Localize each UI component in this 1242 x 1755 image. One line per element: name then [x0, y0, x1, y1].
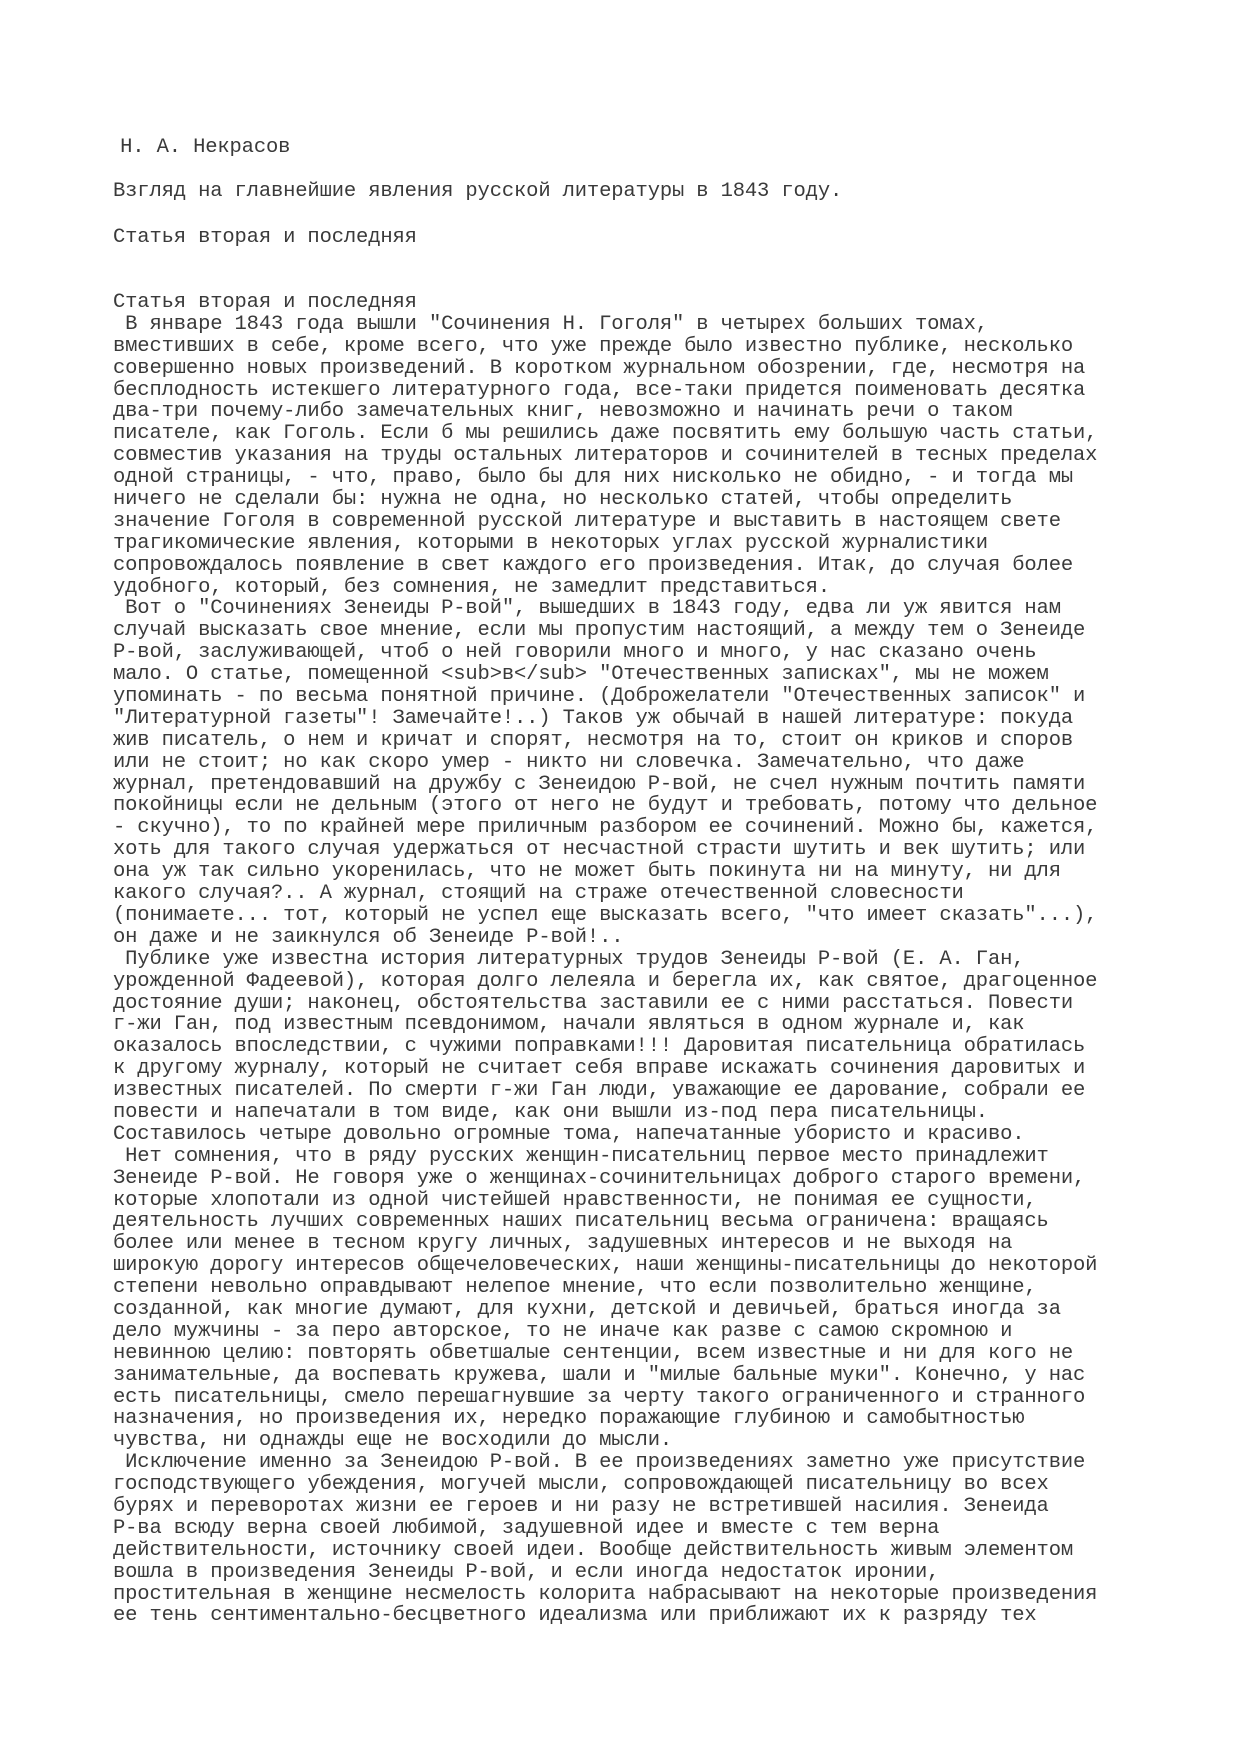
text-line: жив писатель, о нем и кричат и спорят, несмотря на то, стоит он криков и споров — [113, 728, 1074, 752]
text-line: - скучно), то по крайней мере приличным разбором ее сочинений. Можно бы, кажется, — [113, 816, 1098, 840]
text-line: повести и напечатали в том виде, как они вышли из-под пера писательницы. — [113, 1100, 988, 1124]
text-line: ничего не сделали бы: нужна не одна, но несколько статей, чтобы определить — [113, 488, 1013, 512]
text-line: два-три почему-либо замечательных книг, невозможно и начинать речи о таком — [113, 400, 1013, 424]
text-line: степени невольно оправдывают нелепое мнение, что если позволительно женщине, — [113, 1276, 1037, 1300]
text-line: журнал, претендовавший на дружбу с Зенеидою Р-вой, не счел нужным почтить памяти — [113, 772, 1086, 796]
text-line: удобного, который, без сомнения, не замедлит представиться. — [113, 575, 830, 599]
text-line: мало. О статье, помещенной <sub>в</sub> "Отечественных записках", мы не можем — [113, 663, 1049, 687]
text-line: назначения, но произведения их, нередко поражающие глубиною и самобытностью — [113, 1407, 1025, 1431]
text-line: случай высказать свое мнение, если мы пропустим настоящий, а между тем о Зенеиде — [113, 619, 1086, 643]
text-line: деятельность лучших современных наших писательниц весьма ограничена: вращаясь — [113, 1210, 1049, 1234]
text-line: писателе, как Гоголь. Если б мы решились даже посвятить ему большую часть статьи, — [113, 422, 1098, 446]
text-line: трагикомические явления, которыми в некоторых углах русской журналистики — [113, 531, 988, 555]
text-line: Исключение именно за Зенеидою Р-вой. В ее произведениях заметно уже присутствие — [113, 1451, 1086, 1475]
text-line: совместив указания на труды остальных литераторов и сочинителей в тесных пределах — [113, 444, 1098, 468]
text-line: сопровождалось появление в свет каждого его произведения. Итак, до случая более — [113, 553, 1074, 577]
text-line: упоминать - по весьма понятной причине. (Доброжелатели "Отечественных записок" и — [113, 685, 1086, 709]
text-line: Зенеиде Р-вой. Не говоря уже о женщинах-сочинительницах доброго старого времени, — [113, 1166, 1086, 1190]
text-line: одной страницы, - что, право, было бы для них нисколько не обидно, - и тогда мы — [113, 466, 1074, 490]
text-line: дело мужчины - за перо авторское, то не иначе как разве с самою скромною и — [113, 1319, 1013, 1343]
text-line: чувства, ни однажды еще не восходили до мысли. — [113, 1429, 672, 1453]
document-title: Взгляд на главнейшие явления русской литературы в 1843 году. — [113, 180, 843, 203]
text-line: г-жи Ган, под известным псевдонимом, начали являться в одном журнале и, как — [113, 1013, 1025, 1037]
text-line: значение Гоголя в современной русской литературе и выставить в настоящем свете — [113, 509, 1061, 533]
text-line: какого случая?.. А журнал, стоящий на страже отечественной словесности — [113, 882, 964, 906]
text-line: более или менее в тесном кругу личных, задушевных интересов и не выходя на — [113, 1232, 1013, 1256]
text-line: занимательные, да воспевать кружева, шали и "милые бальные муки". Конечно, у нас — [113, 1363, 1086, 1387]
text-line: достояние души; наконец, обстоятельства заставили ее с ними расстаться. Повести — [113, 991, 1074, 1015]
text-line: вошла в произведения Зенеиды Р-вой, и если иногда недостаток иронии, — [113, 1560, 940, 1584]
text-line: к другому журналу, который не считает себя вправе искажать сочинения даровитых и — [113, 1057, 1086, 1081]
text-line: покойницы если не дельным (этого от него не будут и требовать, потому что дельное — [113, 794, 1098, 818]
text-line: Нет сомнения, что в ряду русских женщин-писательниц первое место принадлежит — [113, 1144, 1049, 1168]
text-line: широкую дорогу интересов общечеловеческих, наши женщины-писательницы до некоторой — [113, 1254, 1098, 1278]
text-line: господствующего убеждения, могучей мысли, сопровождающей писательницу во всех — [113, 1473, 1049, 1497]
text-line: Составилось четыре довольно огромные тома, напечатанные убористо и красиво. — [113, 1122, 1025, 1146]
text-line: невинною целию: повторять обветшалые сентенции, всем известные и ни для кого не — [113, 1341, 1074, 1365]
text-line: В январе 1843 года вышли "Сочинения Н. Гоголя" в четырех больших томах, — [113, 312, 988, 336]
text-line: хоть для такого случая удержаться от несчастной страсти шутить и век шутить; или — [113, 838, 1086, 862]
document-subtitle: Статья вторая и последняя — [113, 226, 417, 249]
text-line: совершенно новых произведений. В коротком журнальном обозрении, где, несмотря на — [113, 356, 1086, 380]
text-line: (понимаете... тот, который не успел еще высказать всего, "что имеет сказать"...), — [113, 903, 1098, 927]
text-line: Р-ва всюду верна своей любимой, задушевной идее и вместе с тем верна — [113, 1516, 940, 1540]
text-line: простительная в женщине несмелость колорита набрасывают на некоторые произведения — [113, 1582, 1098, 1606]
text-line: "Литературной газеты"! Замечайте!..) Таков уж обычай в нашей литературе: покуда — [113, 706, 1074, 730]
text-line: Вот о "Сочинениях Зенеиды Р-вой", вышедших в 1843 году, едва ли уж явится нам — [113, 597, 1061, 621]
author-name: Н. А. Некрасов — [108, 136, 291, 159]
text-line: Публике уже известна история литературных трудов Зенеиды Р-вой (Е. А. Ган, — [113, 947, 1025, 971]
text-line: Статья вторая и последняя — [113, 291, 417, 314]
text-line: урожденной Фадеевой), которая долго лелеяла и берегла их, как святое, драгоценное — [113, 969, 1098, 993]
text-line: действительности, источнику своей идеи. Вообще действительность живым элементом — [113, 1538, 1074, 1562]
text-line: оказалось впоследствии, с чужими поправками!!! Даровитая писательница обратилась — [113, 1035, 1086, 1059]
text-line: вместивших в себе, кроме всего, что уже прежде было известно публике, несколько — [113, 334, 1074, 358]
text-line: бесплодность истекшего литературного года, все-таки придется поименовать десятка — [113, 378, 1086, 402]
text-line: бурях и переворотах жизни ее героев и ни разу не встретившей насилия. Зенеида — [113, 1494, 1049, 1518]
article-body — [113, 292, 1143, 1627]
text-line: известных писателей. По смерти г-жи Ган люди, уважающие ее дарование, собрали ее — [113, 1079, 1086, 1103]
text-line: созданной, как многие думают, для кухни, детской и девичьей, браться иногда за — [113, 1297, 1061, 1321]
text-line: ее тень сентиментально-бесцветного идеализма или приближают их к разряду тех — [113, 1604, 1037, 1628]
text-line: которые хлопотали из одной чистейшей нравственности, не понимая ее сущности, — [113, 1188, 1037, 1212]
text-line: он даже и не заикнулся об Зенеиде Р-вой!.. — [113, 925, 624, 949]
text-line: или не стоит; но как скоро умер - никто ни словечка. Замечательно, что даже — [113, 750, 1025, 774]
text-line: Р-вой, заслуживающей, чтоб о ней говорили много и много, у нас сказано очень — [113, 641, 1037, 665]
text-line: она уж так сильно укоренилась, что не может быть покинута ни на минуту, ни для — [113, 860, 1061, 884]
text-line: есть писательницы, смело перешагнувшие за черту такого ограниченного и странного — [113, 1385, 1086, 1409]
